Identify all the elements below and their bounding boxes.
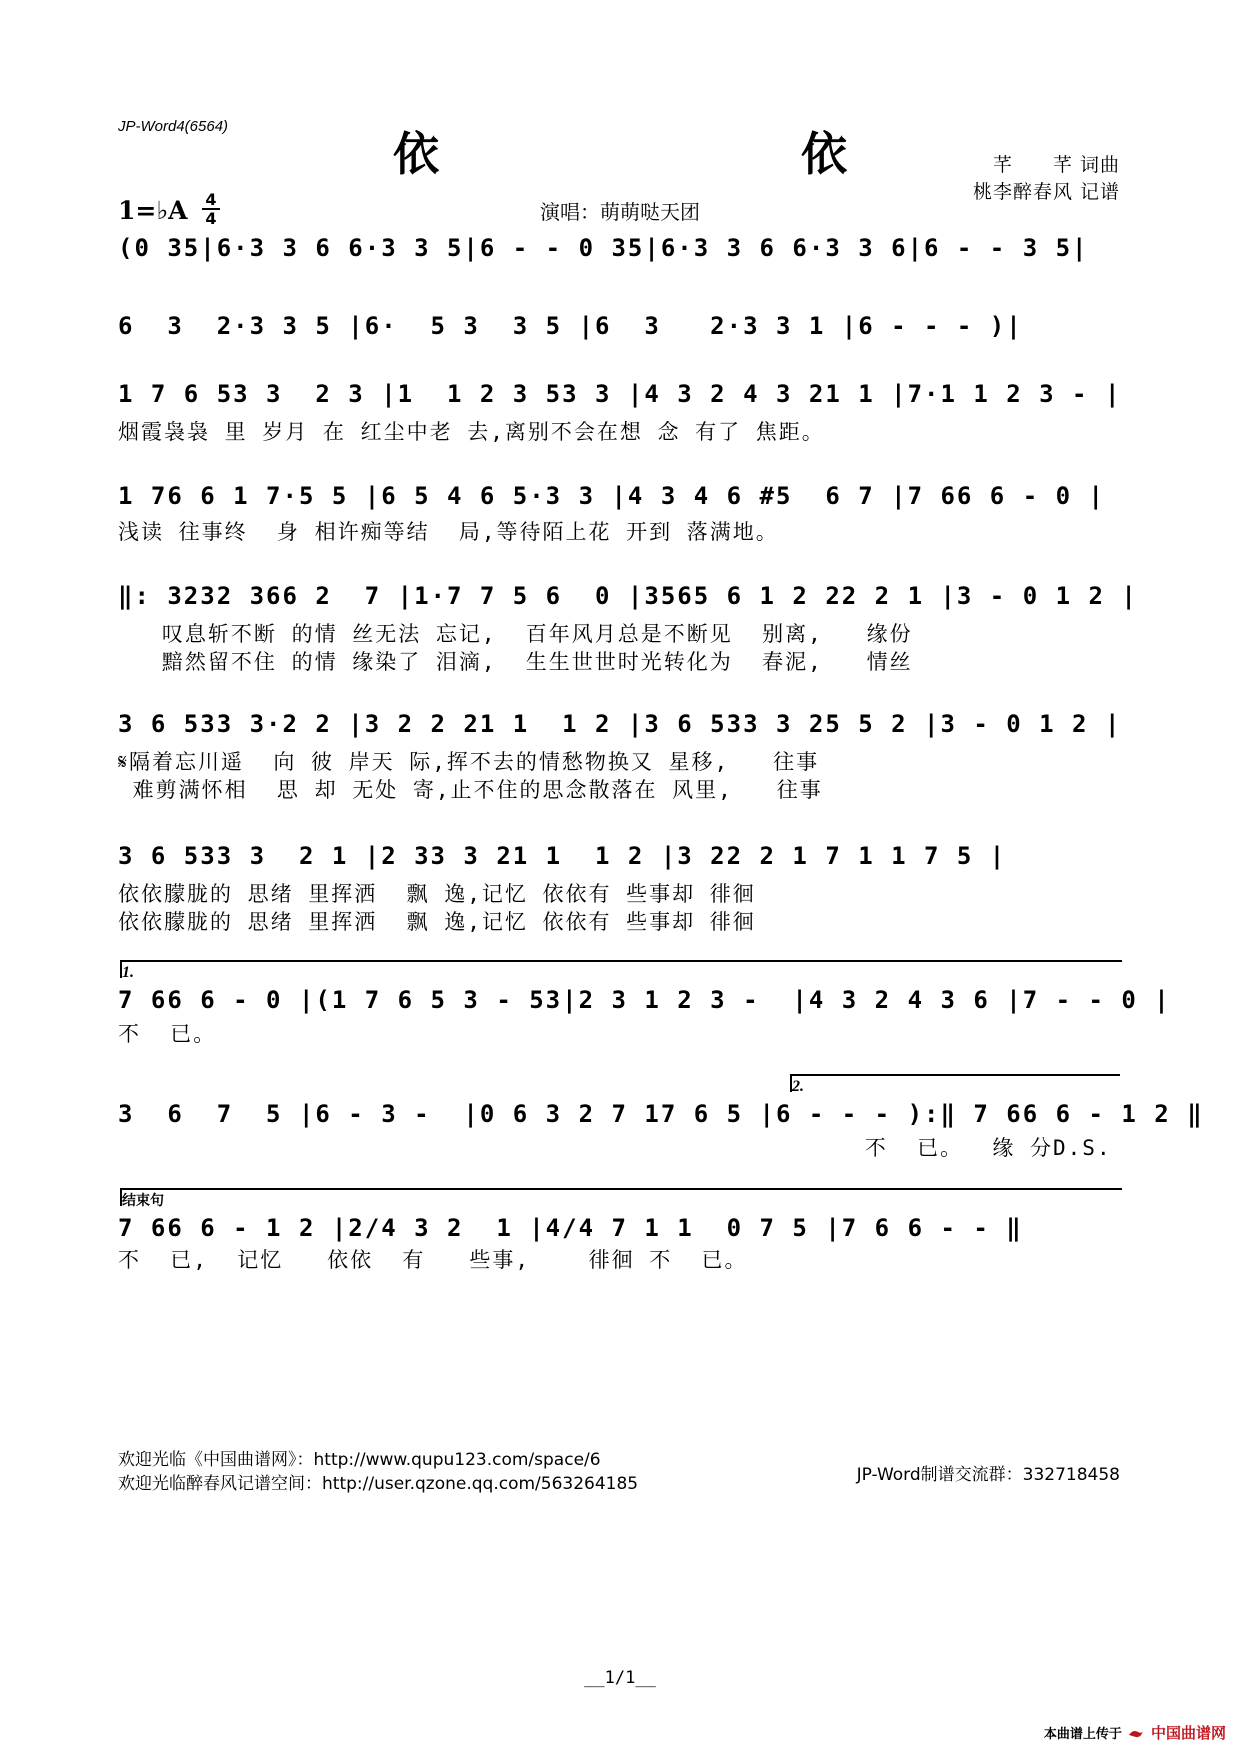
meter-top: 4 (205, 190, 217, 209)
lyrics-line-6b: 难剪满怀相 思 却 无处 寄,止不住的思念散落在 风里, 往事 (118, 778, 823, 802)
software-name: JP-Word4(6564) (118, 118, 229, 135)
footer-links (118, 1448, 638, 1496)
volta-1-label: 1. (122, 964, 134, 981)
singer: 演唱：萌萌哒天团 (540, 200, 700, 224)
volta-2-bracket (790, 1074, 1120, 1095)
notation-line-3: 1 7 6 53 3 2 3 |1 1 2 3 53 3 |4 3 2 4 3 21 1 |7·1 1 2 3 - | (118, 380, 1122, 408)
notation-line-7: 3 6 533 3 2 1 |2 33 3 21 1 1 2 |3 22 2 1 7 1 1 7 5 | (118, 842, 1007, 870)
exchange-group: JP-Word制谱交流群：332718458 (856, 1465, 1120, 1485)
lyrics-line-6a: 𝄋隔着忘川遥 向 彼 岸天 际,挥不去的情愁物换又 星移, 往事 (118, 750, 820, 774)
upload-prefix: 本曲谱上传于 (1043, 1727, 1122, 1742)
key-signature: 1=♭A (118, 196, 188, 225)
notation-line-10: 7 66 6 - 1 2 |2/4 3 2 1 |4/4 7 1 1 0 7 5 |7 6 6 - - ‖ (118, 1214, 1023, 1242)
lyrics-line-4: 浅读 往事终 身 相许痴等结 局,等待陌上花 开到 落满地。 (118, 520, 779, 544)
lyrics-line-7a: 依依朦胧的 思绪 里挥洒 飘 逸,记忆 依依有 些事却 徘徊 (118, 882, 756, 906)
upload-note (1044, 1722, 1226, 1743)
site-logo-icon (1128, 1729, 1144, 1741)
lyrics-line-10: 不 已, 记忆 依依 有 些事, 徘徊 不 已。 (118, 1248, 748, 1272)
coda-label: 结束句 (122, 1193, 164, 1209)
upload-brand: 中国曲谱网 (1150, 1724, 1226, 1742)
lyrics-line-7b: 依依朦胧的 思绪 里挥洒 飘 逸,记忆 依依有 些事却 徘徊 (118, 910, 756, 934)
volta-1-bracket (120, 960, 1122, 981)
transcriber-credit: 桃李醉春风 记谱 (972, 181, 1120, 203)
lyrics-line-9: 不 已。 缘 分D.S. (118, 1136, 1112, 1160)
notation-line-5: ‖: 3232 366 2 7 |1·7 7 5 6 0 |3565 6 1 2 22 2 1 |3 - 0 1 2 | (118, 582, 1138, 610)
notation-line-6: 3 6 533 3·2 2 |3 2 2 21 1 1 2 |3 6 533 3 25 5 2 |3 - 0 1 2 | (118, 710, 1122, 738)
notation-line-4: 1 76 6 1 7·5 5 |6 5 4 6 5·3 3 |4 3 4 6 #5 6 7 |7 66 6 - 0 | (118, 482, 1105, 510)
qzone-link[interactable]: 欢迎光临醉春风记谱空间：http://user.qzone.qq.com/563264185 (118, 1474, 639, 1494)
page-number: __1/1__ (584, 1668, 656, 1688)
lyrics-line-5b: 黯然留不住 的情 缘染了 泪滴, 生生世世时光转化为 春泥, 情丝 (118, 650, 913, 674)
lyrics-line-8: 不 已。 (118, 1022, 217, 1046)
song-title: 依 依 (393, 127, 937, 181)
meter-bottom: 4 (205, 209, 217, 228)
lyrics-line-3: 烟霞袅袅 里 岁月 在 红尘中老 去,离别不会在想 念 有了 焦距。 (118, 420, 825, 444)
notation-line-9: 3 6 7 5 |6 - 3 - |0 6 3 2 7 17 6 5 |6 - - - ):‖ 7 66 6 - 1 2 ‖ (118, 1100, 1204, 1128)
composer-credit: 芊 芊 词曲 (992, 154, 1120, 176)
site-link[interactable]: 欢迎光临《中国曲谱网》：http://www.qupu123.com/space/6 (118, 1450, 601, 1470)
notation-line-8: 7 66 6 - 0 |(1 7 6 5 3 - 53|2 3 1 2 3 - |4 3 2 4 3 6 |7 - - 0 | (118, 986, 1171, 1014)
notation-line-1: (0 35|6·3 3 6 6·3 3 5|6 - - 0 35|6·3 3 6 6·3 3 6|6 - - 3 5| (118, 234, 1089, 262)
coda-bracket (120, 1188, 1122, 1209)
notation-line-2: 6 3 2·3 3 5 |6· 5 3 3 5 |6 3 2·3 3 1 |6 - - - )| (118, 312, 1023, 340)
volta-2-label: 2. (792, 1078, 804, 1095)
lyrics-line-5a: 叹息斩不断 的情 丝无法 忘记, 百年风月总是不断见 别离, 缘份 (118, 622, 913, 646)
